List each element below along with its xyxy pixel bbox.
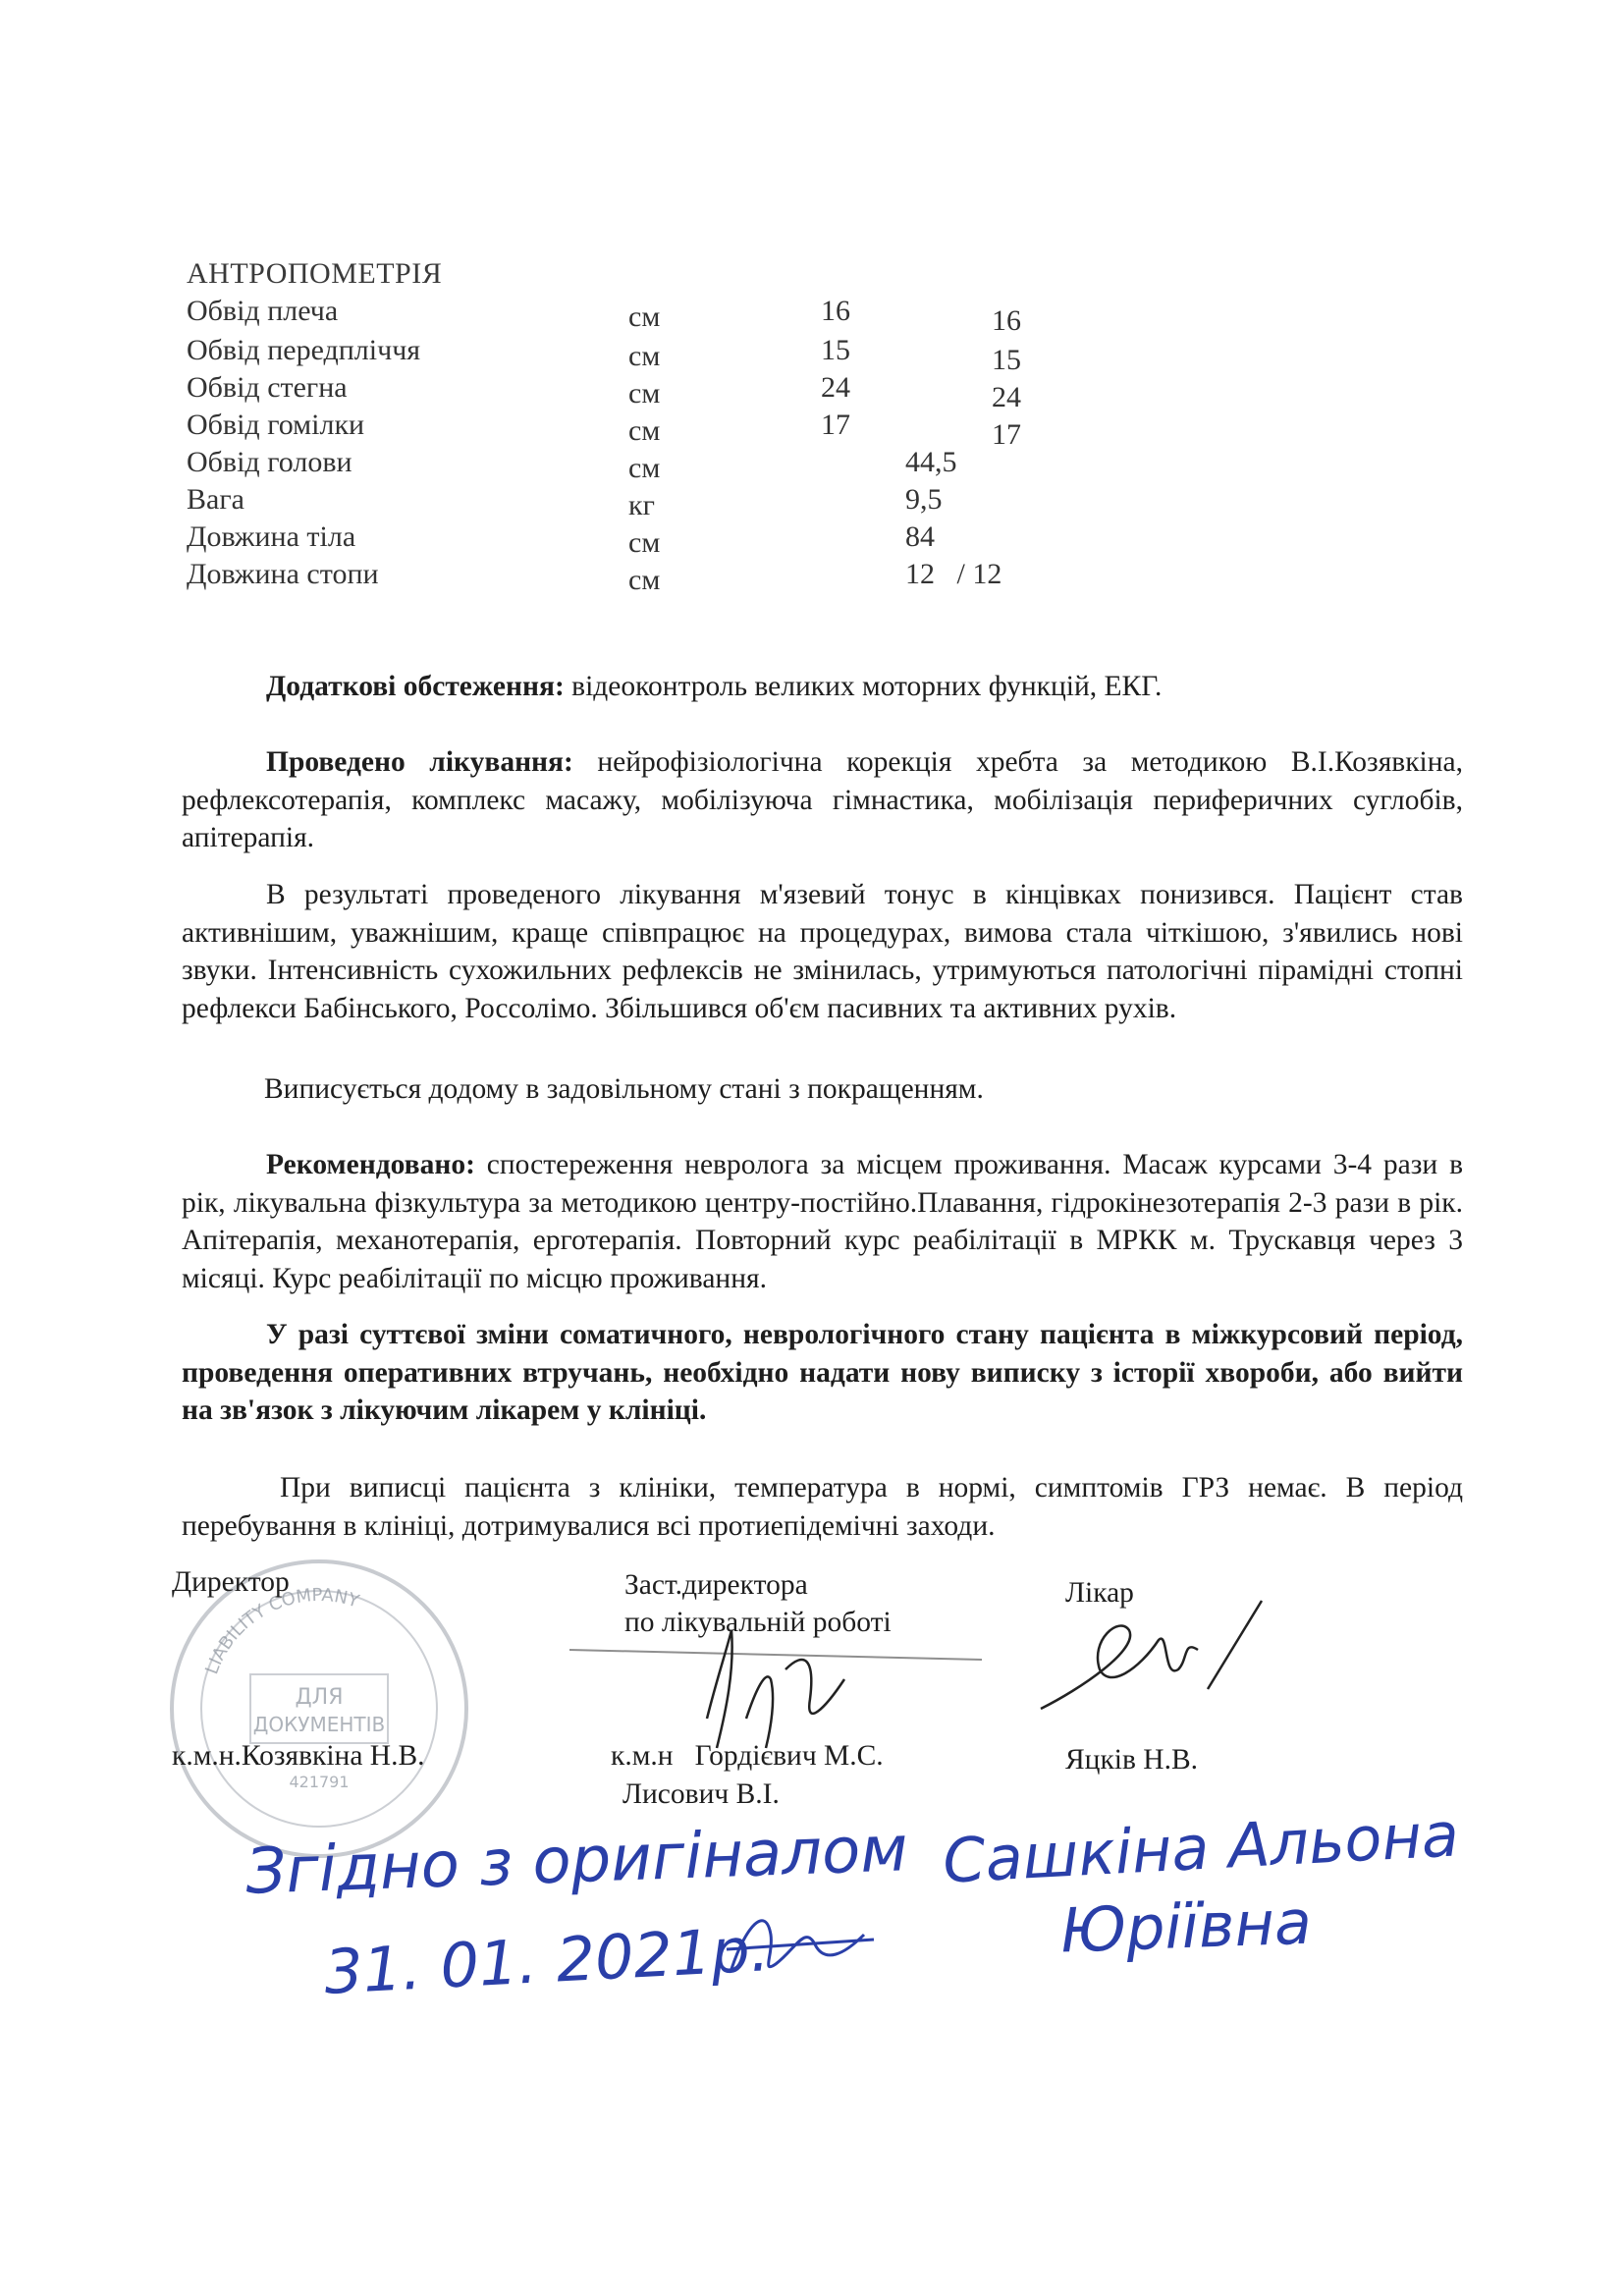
anthro-unit: кг — [628, 489, 655, 521]
stamp-text-2: ДОКУМЕНТІВ — [252, 1713, 386, 1736]
anthro-label: Обвід голови — [187, 446, 352, 478]
anthro-unit: см — [628, 564, 661, 596]
discharge-text: Виписується додому в задовільному стані з покращенням. — [264, 1073, 984, 1105]
exams-paragraph — [182, 668, 1463, 706]
anthro-value-before: 24 — [821, 371, 850, 404]
anthro-label: Довжина стопи — [187, 558, 379, 590]
exams-text: відеоконтроль великих моторних функцій, ЕКГ. — [564, 671, 1163, 702]
anthro-value: 9,5 — [905, 483, 943, 516]
stamp-text-1: ДЛЯ — [295, 1685, 344, 1710]
anthro-row-weight — [0, 483, 1624, 520]
stamp-arc-text: LIABILITY COMPANY — [201, 1584, 362, 1677]
anthro-row-body-length — [0, 520, 1624, 558]
anthro-row-shin — [0, 409, 1624, 451]
anthro-value-before: 17 — [821, 409, 850, 441]
deputy-name-2: Лисович В.І. — [623, 1778, 780, 1810]
anthro-unit: см — [628, 301, 661, 333]
anthro-row-head — [0, 446, 1624, 483]
anthro-value-after: 15 — [992, 344, 1021, 376]
anthro-label: Обвід плеча — [187, 295, 339, 327]
recommend-heading: Рекомендовано: — [266, 1149, 475, 1180]
director-title: Директор — [172, 1566, 290, 1598]
handwritten-name-1: Сашкіна Альона — [941, 1798, 1461, 1897]
result-paragraph — [182, 876, 1463, 1027]
anthro-label: Обвід передпліччя — [187, 334, 421, 366]
anthro-value: 12 / 12 — [905, 558, 1002, 590]
warning-text: У разі суттєвої зміни соматичного, неврологічного стану пацієнта в міжкурсовий період, проведення оперативних втручань, необхідно надати нову виписку з історії хвороби, або вийти на зв'язок з лікуючим лікарем у клініці. — [182, 1319, 1463, 1426]
discharge-paragraph — [182, 1070, 1463, 1109]
anthro-value-after: 16 — [992, 304, 1021, 337]
anthro-unit: см — [628, 377, 661, 410]
handwritten-certification: Згідно з оригіналом — [244, 1813, 909, 1909]
anthro-unit: см — [628, 414, 661, 447]
exams-heading: Додаткові обстеження: — [266, 671, 565, 702]
anthro-value: 84 — [905, 520, 935, 553]
treatment-text: нейрофізіологічна корекція хребта за методикою В.І.Козявкіна, рефлексотерапія, комплекс масажу, мобілізуюча гімнастика, мобілізація периферичних суглобів, апітерапія. — [182, 746, 1463, 853]
anthro-value: 44,5 — [905, 446, 957, 478]
recommend-paragraph — [182, 1146, 1463, 1297]
doctor-name: Яцків Н.В. — [1065, 1744, 1199, 1776]
anthro-label: Вага — [187, 483, 244, 516]
warning-paragraph — [182, 1316, 1463, 1430]
handwritten-date: 31. 01. 2021р. — [322, 1913, 772, 2008]
stamp-text-3: 421791 — [289, 1773, 350, 1791]
doctor-title: Лікар — [1065, 1577, 1134, 1609]
temperature-paragraph — [182, 1469, 1463, 1545]
anthro-row-forearm — [0, 334, 1624, 376]
anthro-unit: см — [628, 340, 661, 372]
anthro-unit: см — [628, 526, 661, 559]
anthropometry-title: АНТРОПОМЕТРІЯ — [187, 257, 443, 290]
director-name: к.м.н.Козявкіна Н.В. — [172, 1740, 425, 1772]
recommend-text: спостереження невролога за місцем проживання. Масаж курсами 3-4 рази в рік, лікувальна фізкультура за методикою центру-постійно.Плавання, гідрокінезотерапія 2-3 рази в рік. Апітерапія, механотерапія, ерготерапія. Повторний курс реабілітації в МРКК м. Трускавця через 3 місяці. Курс реабілітації по місцю проживання. — [182, 1149, 1463, 1294]
result-text: В результаті проведеного лікування м'язевий тонус в кінцівках понизився. Пацієнт став активнішим, уважнішим, краще співпрацює на процедурах, вимова стала чіткішою, з'явились нові звуки. Інтенсивність сухожильних рефлексів не змінилась, утримуються патологічні пірамідні стопні рефлекси Бабінського, Россолімо. Збільшився об'єм пасивних та активних рухів. — [182, 879, 1463, 1024]
anthro-row-shoulder — [0, 295, 1624, 337]
anthro-unit: см — [628, 452, 661, 484]
anthro-value-after: 17 — [992, 418, 1021, 451]
treatment-heading: Проведено лікування: — [266, 746, 573, 778]
anthro-label: Обвід стегна — [187, 371, 348, 404]
handwritten-name-2: Юріївна — [1058, 1886, 1314, 1967]
anthro-label: Довжина тіла — [187, 520, 356, 553]
deputy-name-1: к.м.н Гордієвич М.С. — [611, 1740, 884, 1772]
temperature-text: При виписці пацієнта з клініки, температура в нормі, симптомів ГРЗ немає. В період перебування в клініці, дотримувалися всі протиепідемічні заходи. — [182, 1472, 1463, 1542]
handwritten-signature — [717, 1895, 884, 1994]
treatment-paragraph — [182, 743, 1463, 857]
deputy-title-1: Заст.директора — [624, 1569, 808, 1601]
deputy-signature — [560, 1611, 992, 1777]
anthro-row-foot-length — [0, 558, 1624, 595]
anthro-label: Обвід гомілки — [187, 409, 365, 441]
anthro-row-thigh — [0, 371, 1624, 413]
doctor-signature — [1021, 1591, 1276, 1738]
deputy-title-2: по лікувальній роботі — [624, 1607, 892, 1638]
anthro-value-before: 16 — [821, 295, 850, 327]
anthro-value-before: 15 — [821, 334, 850, 366]
anthro-value-after: 24 — [992, 381, 1021, 413]
